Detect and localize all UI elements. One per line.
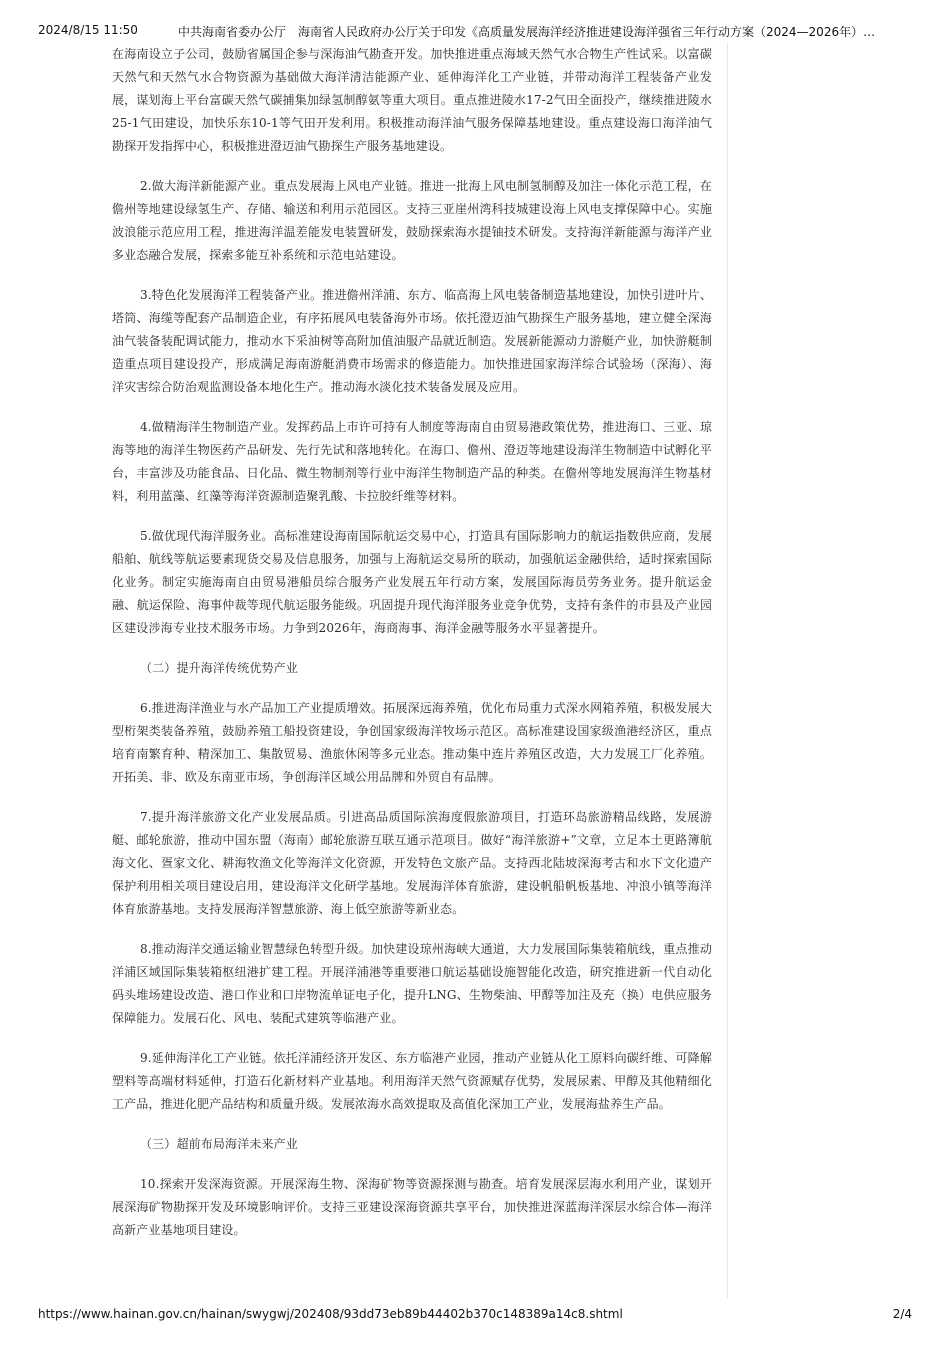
paragraph: 5.做优现代海洋服务业。高标准建设海南国际航运交易中心，打造具有国际影响力的航运指数供应商，发展船舶、航线等航运要素现货交易及信息服务，加强与上海航运交易所的联动，加强航运金融供给，适时探索国际化业务。制定实施海南自由贸易港船员综合服务产业发展五年行动方案，发展国际海员劳务业务。提升航运金融、航运保险、海事仲裁等现代航运服务能级。巩固提升现代海洋服务业竞争优势，支持有条件的市县及产业园区建设涉海专业技术服务市场。力争到2026年，海商海事、海洋金融等服务水平显著提升。 bbox=[112, 529, 712, 635]
paragraph: 8.推动海洋交通运输业智慧绿色转型升级。加快建设琼州海峡大通道，大力发展国际集装箱航线，重点推动洋浦区域国际集装箱枢纽港扩建工程。开展洋浦港等重要港口航运基础设施智能化改造，研究推进新一代自动化码头堆场建设改造、港口作业和口岸物流单证电子化，提升LNG、生物柴油、甲醇等加注及充（换）电供应服务保障能力。发展石化、风电、装配式建筑等临港产业。 bbox=[112, 942, 712, 1025]
paragraph: 3.特色化发展海洋工程装备产业。推进儋州洋浦、东方、临高海上风电装备制造基地建设，加快引进叶片、塔筒、海缆等配套产品制造企业，有序拓展风电装备海外市场。依托澄迈油气勘探生产服务基地，建立健全深海油气装备装配调试能力，推动水下采油树等高附加值油服产品就近制造。发展新能源动力游艇产业，加快游艇制造重点项目建设投产，形成满足海南游艇消费市场需求的修造能力。加快推进国家海洋综合试验场（深海）、海洋灾害综合防治观监测设备本地化生产。推动海水淡化技术装备发展及应用。 bbox=[112, 288, 712, 394]
page-url: https://www.hainan.gov.cn/hainan/swygwj/202408/93dd73eb89b44402b370c148389a14c8.shtml bbox=[38, 1307, 623, 1321]
paragraph: 7.提升海洋旅游文化产业发展品质。引进高品质国际滨海度假旅游项目，打造环岛旅游精品线路，发展游艇、邮轮旅游，推动中国东盟（海南）邮轮旅游互联互通示范项目。做好“海洋旅游+”文章，立足本土更路簿航海文化、疍家文化、耕海牧渔文化等海洋文化资源，开发特色文旅产品。支持西北陆坡深海考古和水下文化遗产保护利用相关项目建设启用，建设海洋文化研学基地。发展海洋体育旅游，建设帆船帆板基地、冲浪小镇等海洋体育旅游基地。支持发展海洋智慧旅游、海上低空旅游等新业态。 bbox=[112, 810, 712, 916]
paragraph: 6.推进海洋渔业与水产品加工产业提质增效。拓展深远海养殖，优化布局重力式深水网箱养殖，积极发展大型桁架类装备养殖，鼓励养殖工船投资建设，争创国家级海洋牧场示范区。高标准建设国家级渔港经济区，重点培育南繁育种、精深加工、集散贸易、渔旅休闲等多元业态。推动集中连片养殖区改造，大力发展工厂化养殖。开拓美、非、欧及东南亚市场，争创海洋区域公用品牌和外贸自有品牌。 bbox=[112, 701, 712, 784]
paragraph: 9.延伸海洋化工产业链。依托洋浦经济开发区、东方临港产业园，推动产业链从化工原料向碳纤维、可降解塑料等高端材料延伸，打造石化新材料产业基地。利用海洋天然气资源赋存优势，发展尿素、甲醇及其他精细化工产品，推进化肥产品结构和质量升级。发展浓海水高效提取及高值化深加工产业，发展海盐养生产品。 bbox=[112, 1051, 712, 1111]
paragraph: 10.探索开发深海资源。开展深海生物、深海矿物等资源探测与勘查。培育发展深层海水利用产业，谋划开展深海矿物勘探开发及环境影响评价。支持三亚建设深海资源共享平台，加快推进深蓝海洋深层水综合体—海洋高新产业基地项目建设。 bbox=[112, 1177, 712, 1237]
print-header bbox=[38, 23, 912, 41]
page-number: 2/4 bbox=[892, 1307, 912, 1321]
article-body bbox=[112, 43, 712, 1259]
print-page-title: 中共海南省委办公厅 海南省人民政府办公厅关于印发《高质量发展海洋经济推进建设海洋强省三年行动方案（2024—2026年）… bbox=[178, 25, 876, 39]
right-divider bbox=[727, 43, 728, 1298]
paragraph: 4.做精海洋生物制造产业。发挥药品上市许可持有人制度等海南自由贸易港政策优势，推进海口、三亚、琼海等地的海洋生物医药产品研发、先行先试和落地转化。在海口、儋州、澄迈等地建设海洋生物制造中试孵化平台，丰富涉及功能食品、日化品、微生物制剂等行业中海洋生物制造产品的种类。在儋州等地发展海洋生物基材料，利用蓝藻、红藻等海洋资源制造聚乳酸、卡拉胶纤维等材料。 bbox=[112, 420, 712, 503]
section-heading: （二）提升海洋传统优势产业 bbox=[140, 661, 298, 675]
paragraph: 在海南设立子公司，鼓励省属国企参与深海油气勘查开发。加快推进重点海域天然气水合物生产性试采。以富碳天然气和天然气水合物资源为基础做大海洋清洁能源产业、延伸海洋化工产业链，并带动海洋工程装备产业发展，谋划海上平台富碳天然气碳捕集加绿氢制醇氨等重大项目。重点推进陵水17-2气田全面投产，继续推进陵水25-1气田建设，加快乐东10-1等气田开发利用。积极推动海洋油气服务保障基地建设。重点建设海口海洋油气勘探开发指挥中心，积极推进澄迈油气勘探生产服务基地建设。 bbox=[112, 47, 712, 153]
print-footer bbox=[38, 1307, 912, 1325]
print-datetime: 2024/8/15 11:50 bbox=[38, 23, 138, 37]
section-heading: （三）超前布局海洋未来产业 bbox=[140, 1137, 298, 1151]
paragraph: 2.做大海洋新能源产业。重点发展海上风电产业链。推进一批海上风电制氢制醇及加注一体化示范工程，在儋州等地建设绿氢生产、存储、输送和利用示范园区。支持三亚崖州湾科技城建设海上风电支撑保障中心。实施波浪能示范应用工程，推进海洋温差能发电装置研发，鼓励探索海水提铀技术研发。支持海洋新能源与海洋产业多业态融合发展，探索多能互补系统和示范电站建设。 bbox=[112, 179, 712, 262]
